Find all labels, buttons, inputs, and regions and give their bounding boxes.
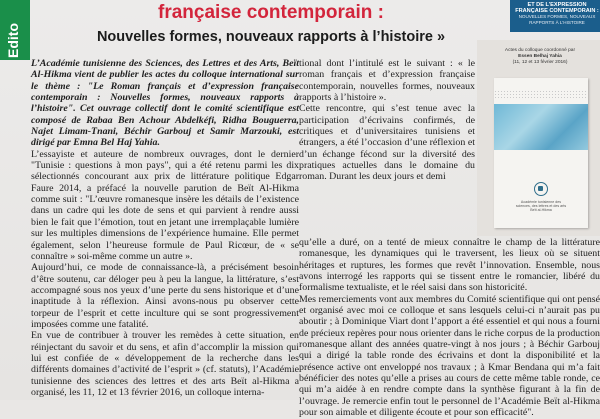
article-paragraph: Aujourd’hui, ce mode de connaissance-là, a précisément besoin d’être soutenu, car déloger peu à peu la langue, la littérature, s’est accompagné sous nos yeux d’une perte du sens historique et d’une inaptitude à la réflexion. Ainsi avons-nous pu observer cette torpeur de l’esprit et cette inculture qui se sont progressivement imposées comme une fatalité. — [31, 262, 299, 330]
book-cover-pattern — [494, 90, 588, 100]
headline-line-1: française contemporain : — [158, 2, 384, 23]
book-publisher-line: Beït al-Hikma — [530, 208, 552, 213]
book-title-box-title: ET DE L’EXPRESSION FRANÇAISE CONTEMPORAIN : — [515, 2, 599, 15]
book-publisher — [500, 200, 582, 213]
book-dates: (11, 12 et 13 février 2016) — [512, 60, 568, 65]
article-paragraph: tional dont l’intitulé est le suivant : « le roman français et d’expression française contemporain, nouvelles formes, nouveaux rapports à l’histoire ». — [299, 58, 475, 104]
academy-logo-icon — [534, 182, 548, 196]
article-paragraph: Cette rencontre, qui s’est tenue avec la participation d’écrivains confirmés, de critiques et d’universitaires tunisiens et étrangers, a été l’occasion d’une réflexion et d’un échange fécond sur la diversité des pratiques actuelles dans le domaine du roman. Durant les deux jours et demi — [299, 103, 475, 183]
book-cover-image — [494, 78, 588, 228]
book-title-box-subtitle: NOUVELLES FORMES, NOUVEAUX RAPPORTS À L’HISTOIRE — [518, 14, 596, 25]
section-tab — [0, 0, 30, 60]
article-paragraph: Mes remerciements vont aux membres du Comité scientifique qui ont pensé et organisé avec moi ce colloque et sans lesquels celui-ci n’aurait pas pu aboutir ; à Dominique Viart dont l’apport a été essentiel et qui nous a fourni de précieux repères pour nous orienter dans le riche corpus de la production romanesque allant des années quatre-vingt à nos jours ; à Béchir Garbouj qui a dirigé la table ronde des écrivains et dont la disponibilité et la présence active ont enveloppé nos travaux ; à Kmar Bendana qui m’a fait bénéficier des notes qu’elle a prises au cours de cette même table ronde, ce qui m’a aidée à en rendre compte dans la synthèse figurant à la fin de l’ouvrage. Je remercie enfin tout le personnel de l’Académie Beït al-Hikma pour son aimable et diligente écoute et pour son efficacité". — [299, 293, 600, 419]
book-publisher-line: sciences, des lettres et des arts — [515, 204, 567, 209]
book-editor: Essen Belhaj Yahia — [518, 54, 562, 59]
article-column-2 — [299, 58, 475, 183]
article-headline — [36, 0, 506, 46]
article-paragraph: L’essayiste et auteure de nombreux ouvrages, dont le dernier "Tunisie : questions à mon pays", qui a été retenu parmi les dix sélectionnés concourant aux prix de littérature politique Edgar Faure 2014, a préfacé la nouvelle parution de Beït Al-Hikma comme suit : "L’œuvre romanesque insère les détails de l’existence dans un cadre qui les dote de sens et qui parvient à rendre aussi bien le fait que l’émotion, tout en jetant une irremplaçable lumière sur les multiples dimensions de l’expérience humaine. Elle permet également, selon l’heureuse formule de Paul Ricœur, de « se connaître » soi-même comme un autre ». — [31, 148, 299, 262]
book-title-box — [510, 0, 600, 32]
book-cover-band — [494, 104, 588, 150]
article-paragraph: En vue de contribuer à trouver les remèdes à cette situation, en réinjectant du savoir et du sens, et afin d’accomplir la mission qui lui est confiée de « développement de la recherche dans les différents domaines d’activité de l’esprit » (cf. statuts), l’Académie tunisienne des sciences des lettres et des arts Beït al-Hikma a organisé, les 11, 12 et 13 février 2016, un colloque interna- — [31, 330, 299, 398]
section-tab-label: Edito — [5, 23, 21, 58]
article-column-1 — [31, 58, 299, 398]
article-lead: L’Académie tunisienne des Sciences, des Lettres et des Arts, Beït Al-Hikma vient de publier les actes du colloque international sur le thème : "Le Roman français et d’expression française contemporain : Nouvelles formes, nouveaux rapports à l’histoire". Cet ouvrage collectif dont le comité scientifique est composé de Rabaa Ben Achour Abdelkéfi, Ridha Bouguerra, Najet Limam-Tnani, Béchir Garbouj et Samir Marzouki, est dirigé par Emna Bel Haj Yahia. — [31, 58, 299, 149]
book-caption — [490, 48, 590, 66]
headline-line-2: Nouvelles formes, nouveaux rapports à l’histoire » — [96, 29, 446, 45]
article-column-3 — [299, 237, 600, 419]
book-caption-line: Actes du colloque coordonné par — [504, 48, 576, 53]
book-publisher-line: Académie tunisienne des — [520, 200, 562, 204]
article-paragraph: qu’elle a duré, on a tenté de mieux connaître le champ de la littérature romanesque, les dynamiques qui le traversent, les lieux où se situent héritages et ruptures, les formes que revêt l’innovation. Ensemble, nous avons interrogé les rapports qui se tissent entre le romancier, libéré du formalisme textualiste, et le réel saisi dans son historicité. — [299, 237, 600, 294]
